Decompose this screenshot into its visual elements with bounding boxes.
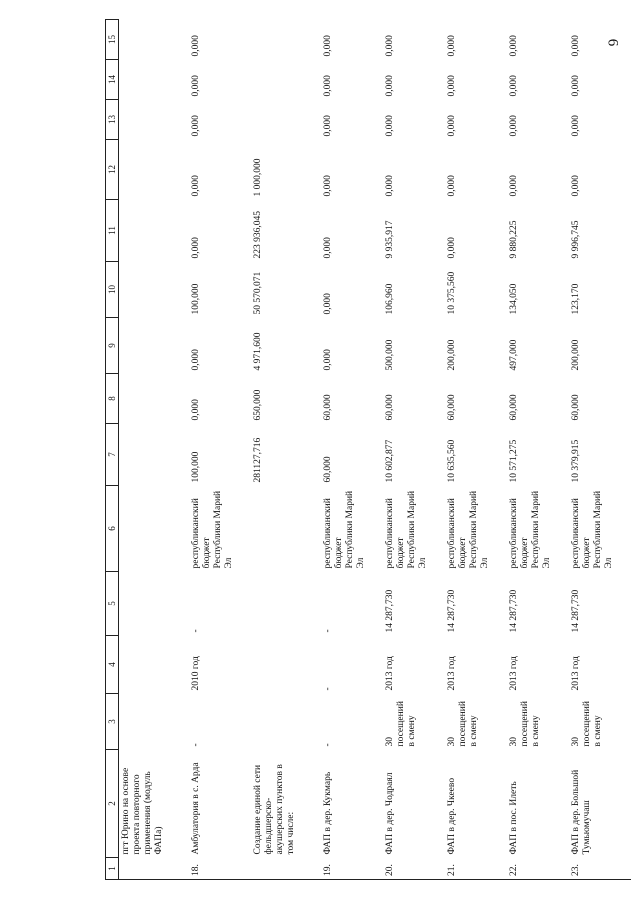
table-cell: ФАП в дер. Чодраял bbox=[384, 772, 395, 855]
table-row bbox=[251, 20, 321, 880]
column-header: 13 bbox=[106, 100, 119, 140]
table-cell: 2013 год bbox=[570, 656, 581, 691]
table-cell: 14 287,730 bbox=[384, 589, 395, 633]
table-cell: 10 635,560 bbox=[446, 439, 457, 483]
table-cell: 23. bbox=[569, 858, 631, 880]
table-cell: - bbox=[322, 629, 333, 633]
table-cell: 9 880,225 bbox=[508, 220, 519, 259]
table-cell bbox=[119, 140, 189, 200]
header-row bbox=[106, 20, 119, 880]
table-cell bbox=[251, 60, 321, 100]
table-cell: 0,000 bbox=[508, 115, 519, 137]
table-cell: 2010 год bbox=[190, 656, 201, 691]
table-cell: - bbox=[190, 743, 201, 747]
table-cell: 14 287,730 bbox=[570, 589, 581, 633]
table-cell: ФАП в дер. Большой Тумьюмучаш bbox=[570, 769, 592, 855]
table-cell bbox=[119, 424, 189, 486]
table-cell bbox=[119, 486, 189, 572]
table-cell: 200,000 bbox=[446, 339, 457, 371]
table-cell: 60,000 bbox=[508, 394, 519, 421]
table-cell bbox=[119, 262, 189, 318]
table-cell: 497,000 bbox=[508, 339, 519, 371]
table-cell: 30 посещений в смену bbox=[384, 701, 417, 747]
table-cell: Амбулатория в с. Арда bbox=[190, 762, 201, 855]
table-cell bbox=[119, 694, 189, 750]
table-cell: 9 935,917 bbox=[384, 220, 395, 259]
table-cell: 200,000 bbox=[570, 339, 581, 371]
table-cell: ФАП в дер. Кукмарь bbox=[322, 771, 333, 855]
table-cell bbox=[119, 374, 189, 424]
table-cell: 2013 год bbox=[384, 656, 395, 691]
table-cell: 60,000 bbox=[322, 456, 333, 483]
table-cell bbox=[251, 486, 321, 572]
table-row bbox=[507, 20, 569, 880]
table-cell: 1 000,000 bbox=[252, 158, 263, 197]
table-cell: 4 971,600 bbox=[252, 332, 263, 371]
table-cell: 100,000 bbox=[190, 283, 201, 315]
table-cell: - bbox=[322, 743, 333, 747]
table-cell: 0,000 bbox=[384, 35, 395, 57]
table-cell: 0,000 bbox=[322, 349, 333, 371]
table-cell: ФАП в пос. Илеть bbox=[508, 781, 519, 855]
table-cell: 0,000 bbox=[384, 75, 395, 97]
table-cell: 50 570,071 bbox=[252, 271, 263, 315]
table-cell: 0,000 bbox=[508, 35, 519, 57]
table-cell: - bbox=[190, 629, 201, 633]
table-cell: пгт Юрино на основе проекта повторного применения (модуль ФАПа) bbox=[121, 767, 165, 855]
table-row bbox=[383, 20, 445, 880]
budget-table bbox=[105, 19, 631, 880]
table-cell: 0,000 bbox=[446, 237, 457, 259]
table-cell: 0,000 bbox=[446, 35, 457, 57]
column-header: 7 bbox=[106, 424, 119, 486]
column-header: 5 bbox=[106, 572, 119, 636]
table-cell: 650,000 bbox=[252, 389, 263, 421]
table-row bbox=[119, 20, 189, 880]
table-cell: 0,000 bbox=[190, 115, 201, 137]
table-cell: 2013 год bbox=[508, 656, 519, 691]
table-cell: 0,000 bbox=[384, 175, 395, 197]
table-cell: 0,000 bbox=[322, 237, 333, 259]
table-cell: 0,000 bbox=[322, 115, 333, 137]
column-header: 15 bbox=[106, 20, 119, 60]
column-header: 11 bbox=[106, 200, 119, 262]
table-cell bbox=[119, 636, 189, 694]
table-row bbox=[321, 20, 383, 880]
table-row bbox=[569, 20, 631, 880]
table-cell bbox=[251, 636, 321, 694]
table-cell: 0,000 bbox=[322, 35, 333, 57]
table-cell bbox=[251, 694, 321, 750]
table-cell: 0,000 bbox=[322, 293, 333, 315]
column-header: 9 bbox=[106, 318, 119, 374]
table-cell: 22. bbox=[507, 858, 569, 880]
table-cell: 0,000 bbox=[508, 175, 519, 197]
table-cell: 60,000 bbox=[322, 394, 333, 421]
rotated-table-container bbox=[105, 20, 635, 880]
column-header: 3 bbox=[106, 694, 119, 750]
table-cell: 0,000 bbox=[446, 175, 457, 197]
table-cell: 60,000 bbox=[446, 394, 457, 421]
column-header: 2 bbox=[106, 750, 119, 858]
table-cell: 0,000 bbox=[322, 175, 333, 197]
column-header: 14 bbox=[106, 60, 119, 100]
table-cell: 0,000 bbox=[322, 75, 333, 97]
table-cell: 0,000 bbox=[190, 75, 201, 97]
table-cell bbox=[119, 60, 189, 100]
table-cell: 9 996,745 bbox=[570, 220, 581, 259]
table-cell: 223 936,045 bbox=[252, 211, 263, 259]
table-cell: 0,000 bbox=[190, 399, 201, 421]
table-cell: 60,000 bbox=[570, 394, 581, 421]
table-cell: 0,000 bbox=[508, 75, 519, 97]
table-cell: 0,000 bbox=[446, 115, 457, 137]
table-cell: 30 посещений в смену bbox=[570, 701, 603, 747]
table-cell: 0,000 bbox=[570, 35, 581, 57]
table-cell: 14 287,730 bbox=[446, 589, 457, 633]
table-cell: республиканский бюджет Республики Марий Эл bbox=[508, 490, 552, 569]
table-cell: 0,000 bbox=[190, 35, 201, 57]
table-cell: 10 375,560 bbox=[446, 271, 457, 315]
table-cell: 281127,716 bbox=[252, 437, 263, 483]
table-cell bbox=[251, 858, 321, 880]
table-cell bbox=[119, 20, 189, 60]
column-header: 1 bbox=[106, 858, 119, 880]
column-header: 4 bbox=[106, 636, 119, 694]
table-cell: 0,000 bbox=[190, 237, 201, 259]
column-header: 8 bbox=[106, 374, 119, 424]
table-cell: 0,000 bbox=[570, 175, 581, 197]
table-cell: 18. bbox=[189, 858, 251, 880]
table-cell: 106,960 bbox=[384, 283, 395, 315]
table-cell bbox=[119, 858, 189, 880]
table-cell: 10 602,877 bbox=[384, 439, 395, 483]
table-cell: 134,050 bbox=[508, 283, 519, 315]
table-cell: республиканский бюджет Республики Марий Эл bbox=[322, 490, 366, 569]
table-cell: 0,000 bbox=[570, 115, 581, 137]
table-cell: 20. bbox=[383, 858, 445, 880]
table-cell: 19. bbox=[321, 858, 383, 880]
table-row bbox=[189, 20, 251, 880]
table-cell bbox=[119, 200, 189, 262]
table-cell: 60,000 bbox=[384, 394, 395, 421]
table-cell: 0,000 bbox=[190, 349, 201, 371]
table-cell: республиканский бюджет Республики Марий Эл bbox=[190, 490, 234, 569]
table-cell: 10 379,915 bbox=[570, 439, 581, 483]
table-cell: 500,000 bbox=[384, 339, 395, 371]
table-cell: 0,000 bbox=[446, 75, 457, 97]
table-cell: 123,170 bbox=[570, 283, 581, 315]
table-cell: 30 посещений в смену bbox=[446, 701, 479, 747]
table-cell bbox=[119, 100, 189, 140]
table-cell: республиканский бюджет Республики Марий Эл bbox=[384, 490, 428, 569]
table-cell bbox=[251, 100, 321, 140]
table-row bbox=[445, 20, 507, 880]
table-cell: республиканский бюджет Республики Марий Эл bbox=[570, 490, 614, 569]
table-cell: 14 287,730 bbox=[508, 589, 519, 633]
table-cell: ФАП в дер. Чкеево bbox=[446, 777, 457, 855]
table-cell bbox=[119, 318, 189, 374]
table-cell: - bbox=[322, 687, 333, 691]
column-header: 10 bbox=[106, 262, 119, 318]
table-cell: 0,000 bbox=[190, 175, 201, 197]
table-cell: 0,000 bbox=[570, 75, 581, 97]
table-cell: 21. bbox=[445, 858, 507, 880]
column-header: 12 bbox=[106, 140, 119, 200]
table-cell: 2013 год bbox=[446, 656, 457, 691]
page-number: 6 bbox=[604, 38, 621, 47]
table-cell: 10 571,275 bbox=[508, 439, 519, 483]
table-cell: 30 посещений в смену bbox=[508, 701, 541, 747]
table-cell: 100,000 bbox=[190, 451, 201, 483]
table-cell bbox=[251, 572, 321, 636]
table-cell: республиканский бюджет Республики Марий Эл bbox=[446, 490, 490, 569]
table-cell bbox=[251, 20, 321, 60]
table-cell: 0,000 bbox=[384, 115, 395, 137]
table-cell: Создание единой сети фельдшерско-акушерских пунктов в том числе: bbox=[252, 764, 296, 855]
table-cell bbox=[119, 572, 189, 636]
column-header: 6 bbox=[106, 486, 119, 572]
table-body bbox=[119, 20, 631, 880]
